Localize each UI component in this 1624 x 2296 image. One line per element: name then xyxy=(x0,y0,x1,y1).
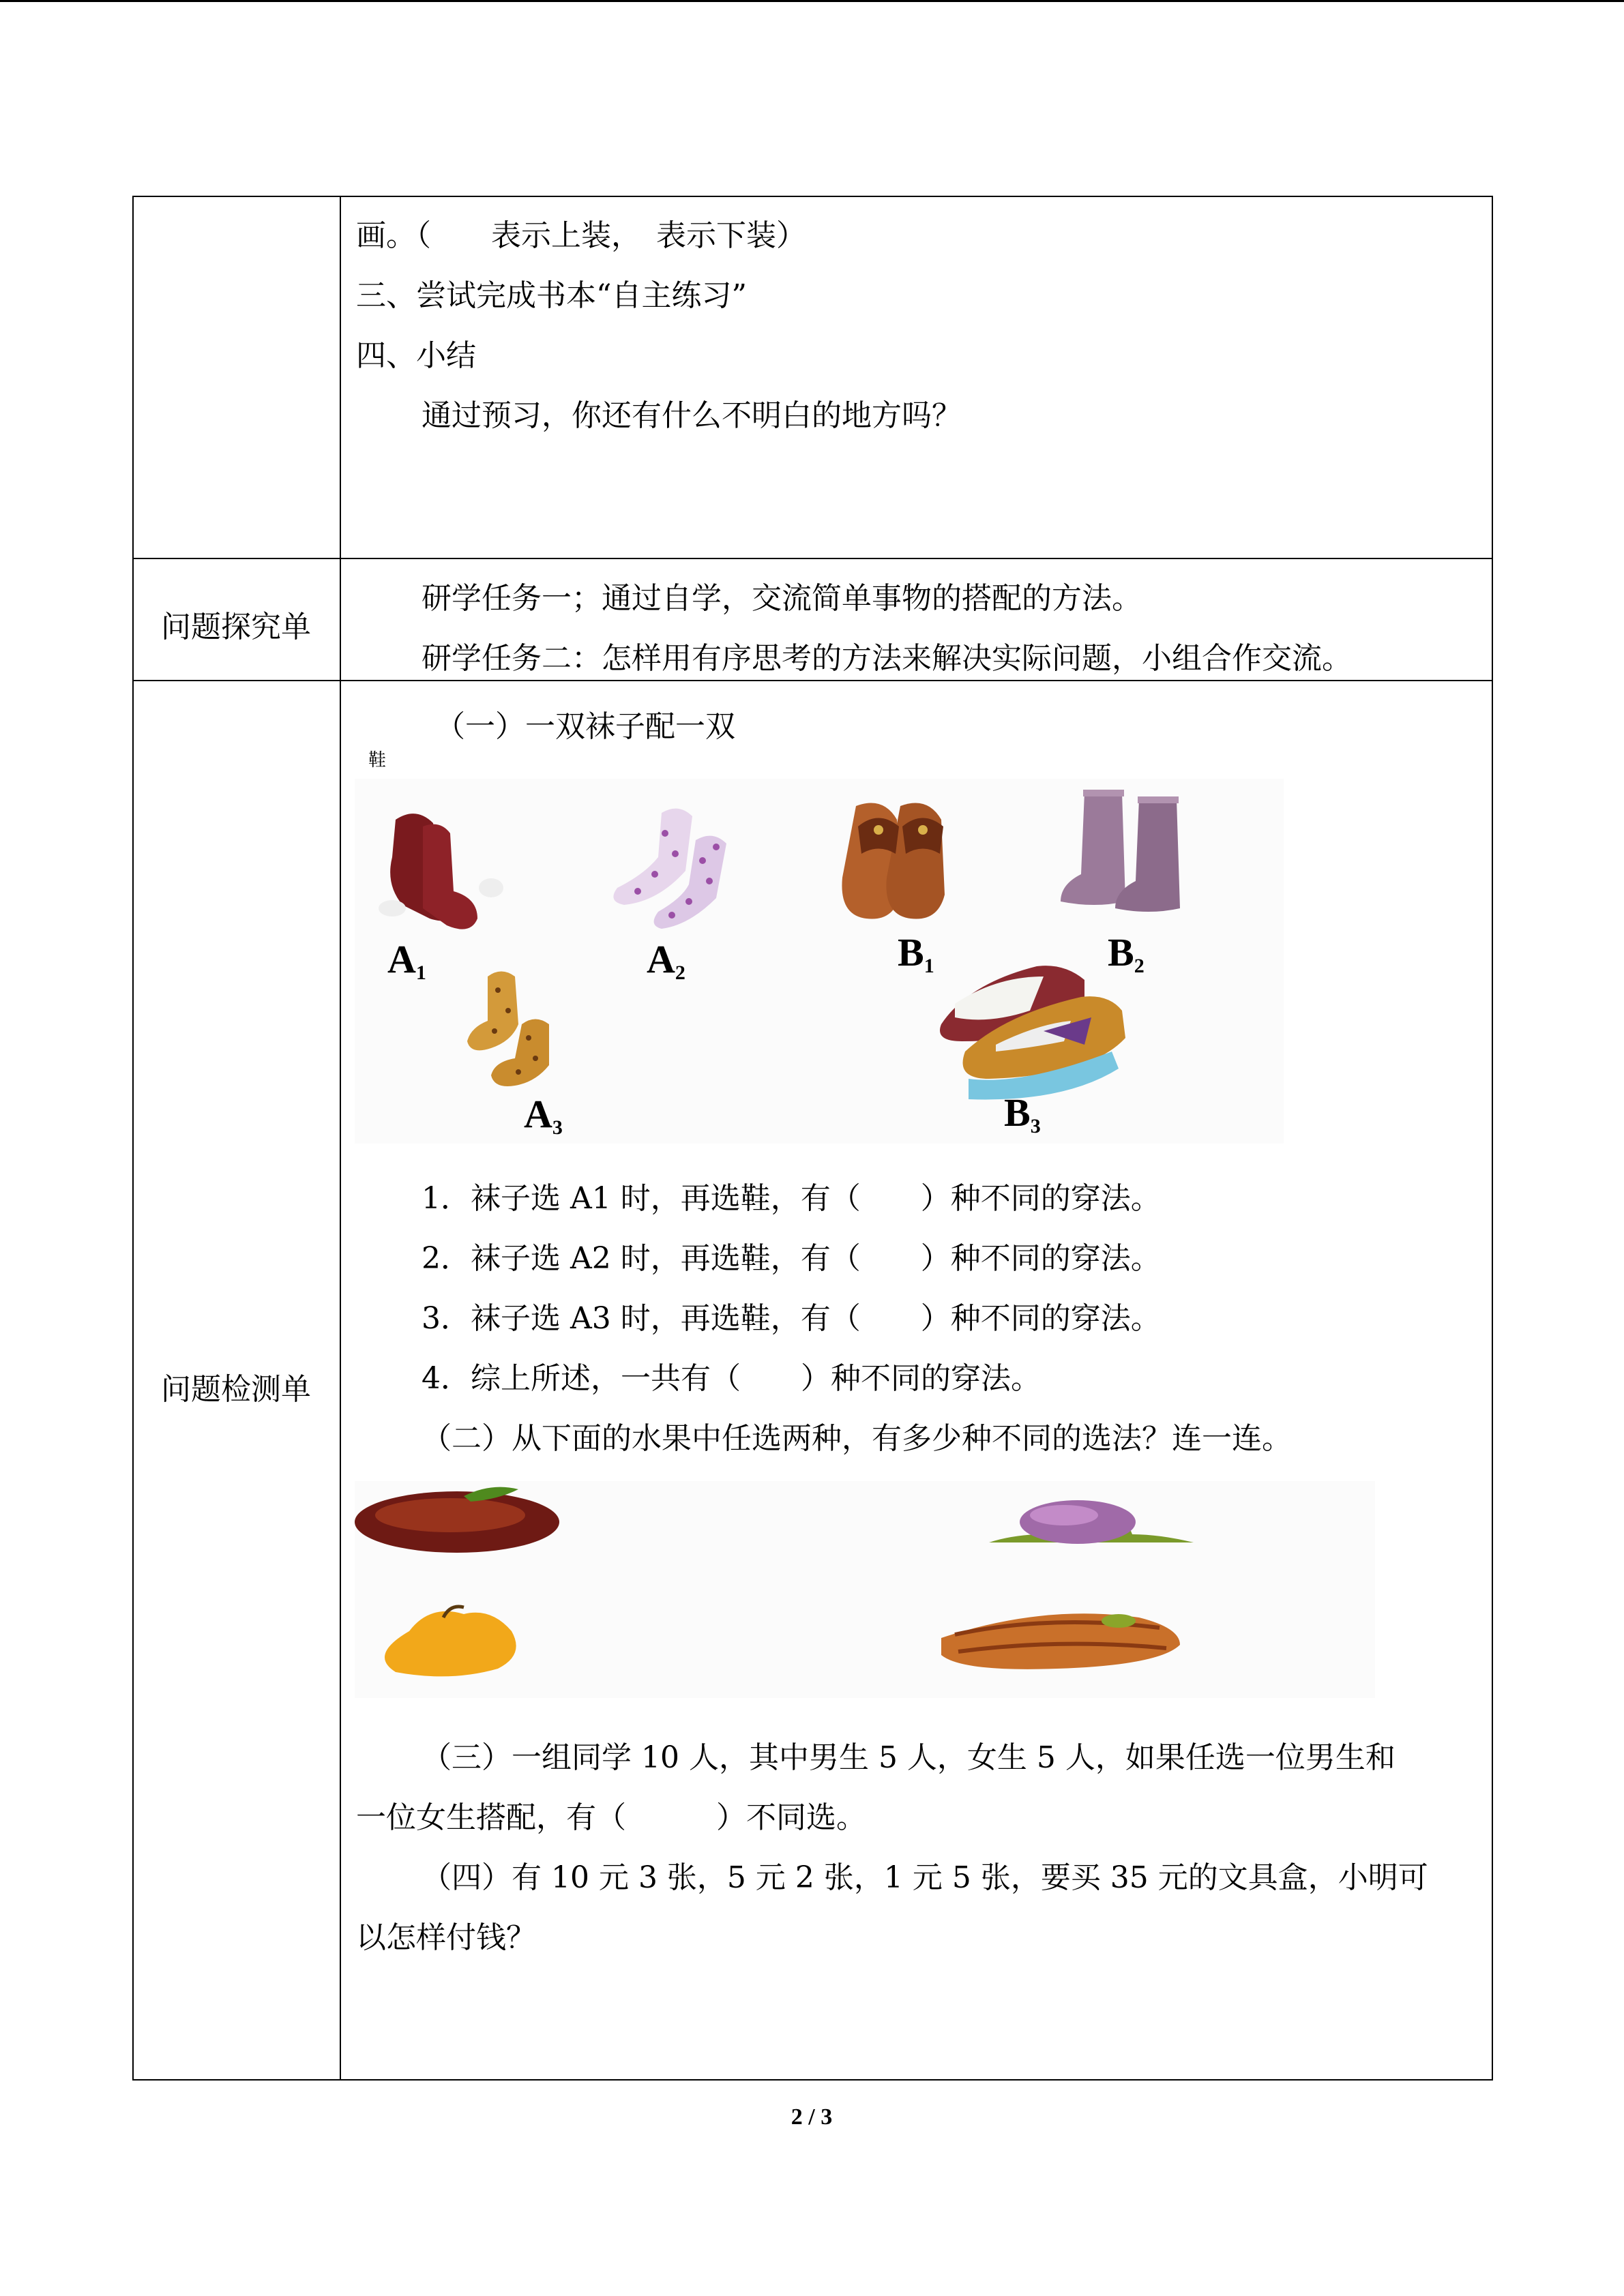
section-three-line-1: （三）一组同学 10 人，其中男生 5 人，女生 5 人，如果任选一位男生和 xyxy=(422,1740,1396,1775)
shoe-b1-icon xyxy=(842,803,945,919)
section-two-question: （二）从下面的水果中任选两种，有多少种不同的选法？连一连。 xyxy=(422,1421,1292,1456)
section-three-line-2: 一位女生搭配，有（ ）不同选。 xyxy=(356,1800,866,1835)
sneaker-b3-icon xyxy=(940,966,1125,1099)
step-three: 三、尝试完成书本“自主练习” xyxy=(356,278,747,313)
page-top-border xyxy=(0,0,1624,2)
socks-shoes-image xyxy=(355,779,1284,1144)
question-2: 2．袜子选 A2 时，再选鞋，有（ ）种不同的穿法。 xyxy=(422,1241,1161,1276)
section-one-title: （一）一双袜子配一双 xyxy=(435,709,735,744)
research-task-one: 研学任务一；通过自学，交流简单事物的搭配的方法。 xyxy=(422,581,1142,616)
summary-question: 通过预习，你还有什么不明白的地方吗？ xyxy=(422,398,962,433)
peach-icon xyxy=(989,1500,1194,1544)
label-b1: $B_1$ xyxy=(898,930,934,977)
orange-icon xyxy=(385,1607,516,1676)
research-task-two: 研学任务二：怎样用有序思考的方法来解决实际问题，小组合作交流。 xyxy=(422,641,1352,676)
label-a3: $A_3$ xyxy=(524,1092,563,1139)
sock-a1-icon xyxy=(379,814,503,929)
table-right-border xyxy=(1492,196,1493,2081)
apple-icon xyxy=(355,1487,559,1553)
label-a2: $A_2$ xyxy=(647,937,685,984)
label-b3: $B_3$ xyxy=(1004,1090,1041,1137)
inquiry-label: 问题探究单 xyxy=(161,610,311,644)
section-four-line-2: 以怎样付钱？ xyxy=(356,1920,536,1955)
table-left-border xyxy=(132,196,134,2081)
boot-b2-icon xyxy=(1061,790,1180,912)
row-divider-2 xyxy=(132,680,1493,681)
question-1: 1．袜子选 A1 时，再选鞋，有（ ）种不同的穿法。 xyxy=(422,1181,1161,1216)
step-four: 四、小结 xyxy=(356,338,476,373)
table-top-border xyxy=(132,196,1493,197)
test-label: 问题检测单 xyxy=(161,1372,311,1407)
label-a1: $A_1$ xyxy=(387,937,426,984)
label-b2: $B_2$ xyxy=(1108,930,1145,977)
fruit-image xyxy=(355,1481,1375,1698)
sock-a3-icon xyxy=(467,972,549,1087)
banana-icon xyxy=(941,1613,1180,1669)
column-divider xyxy=(340,196,341,2081)
row-divider-1 xyxy=(132,558,1493,559)
sock-a2-icon xyxy=(613,809,726,929)
question-3: 3．袜子选 A3 时，再选鞋，有（ ）种不同的穿法。 xyxy=(422,1301,1161,1336)
section-one-overflow: 鞋 xyxy=(368,750,387,771)
page-number: 2 / 3 xyxy=(791,2104,833,2130)
drawing-note: 画。（ 表示上装， 表示下装） xyxy=(356,218,806,253)
question-4: 4．综上所述，一共有（ ）种不同的穿法。 xyxy=(422,1361,1041,1396)
table-bottom-border xyxy=(132,2079,1493,2081)
section-four-line-1: （四）有 10 元 3 张，5 元 2 张，1 元 5 张，要买 35 元的文具盒，小明可 xyxy=(422,1860,1428,1895)
